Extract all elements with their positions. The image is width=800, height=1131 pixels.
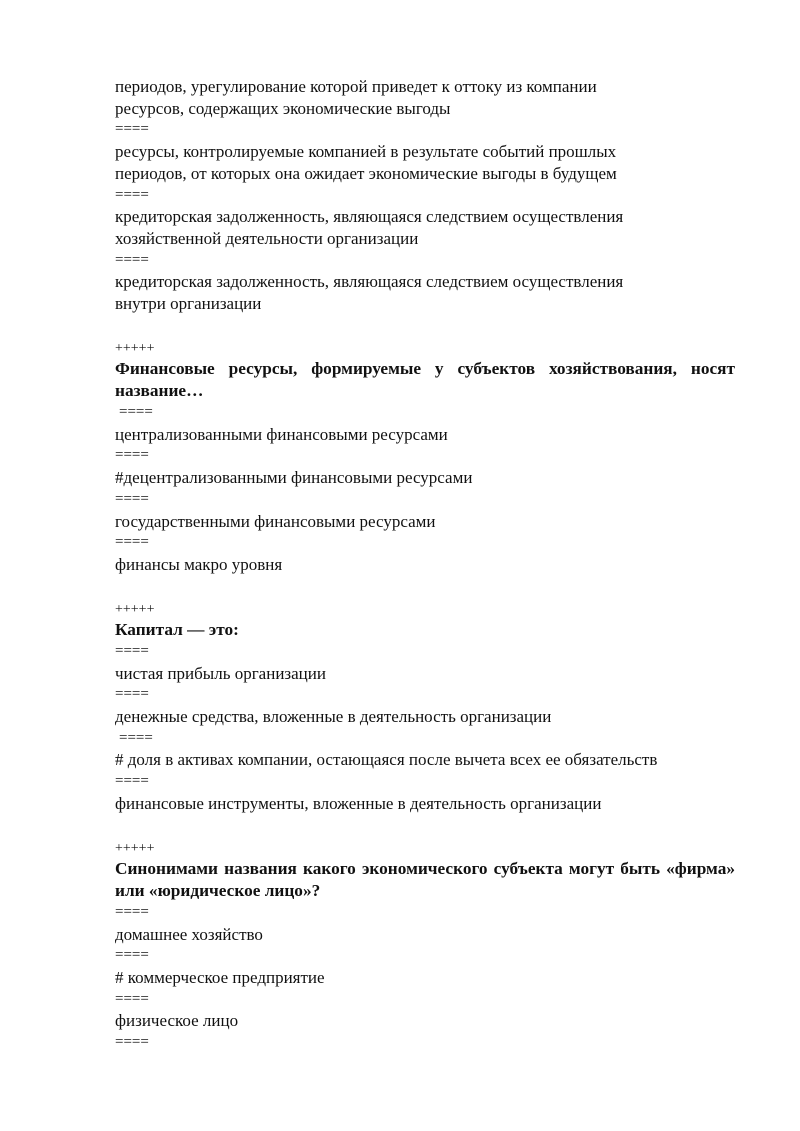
answer-option: централизованными финансовыми ресурсами — [115, 424, 448, 444]
separator: ==== — [115, 121, 149, 138]
answer-option: физическое лицо — [115, 1011, 239, 1031]
answer-option — [115, 76, 735, 119]
spacer — [115, 576, 735, 598]
answer-option: денежные средства, вложенные в деятельность организации — [115, 707, 552, 727]
answer-option: финансы макро уровня — [115, 554, 283, 574]
question-text: Финансовые ресурсы, формируемые у субъектов хозяйствования, носят название… — [115, 359, 735, 401]
answer-option — [115, 206, 735, 249]
separator: ==== — [115, 447, 149, 464]
separator: ==== — [115, 643, 149, 659]
question-marker: +++++ — [115, 841, 155, 857]
answer-option: чистая прибыль организации — [115, 663, 326, 683]
separator: ==== — [115, 903, 149, 920]
separator: ==== — [119, 729, 153, 746]
answer-option-correct: #децентрализованными финансовыми ресурсами — [115, 468, 473, 488]
answer-option: государственными финансовыми ресурсами — [115, 511, 436, 531]
answer-option — [115, 141, 735, 184]
answer-option — [115, 271, 735, 314]
answer-text: периодов, от которых она ожидает экономические выгоды в будущем — [115, 163, 617, 183]
document-page — [115, 76, 735, 1054]
spacer — [115, 815, 735, 837]
separator: ==== — [115, 534, 149, 551]
separator: ==== — [115, 686, 149, 703]
spacer — [115, 315, 735, 337]
separator: ==== — [115, 186, 149, 203]
question-text: Капитал — это: — [115, 620, 239, 639]
answer-text: ресурсы, контролируемые компанией в результате событий прошлых — [115, 142, 617, 162]
answer-text: кредиторская задолженность, являющаяся следствием осуществления — [115, 207, 624, 227]
answer-option-correct: # коммерческое предприятие — [115, 968, 325, 988]
answer-text: хозяйственной деятельности организации — [115, 228, 419, 248]
question-marker: +++++ — [115, 341, 155, 357]
answer-option: домашнее хозяйство — [115, 924, 263, 944]
separator: ==== — [115, 990, 149, 1007]
separator: ==== — [115, 490, 149, 507]
separator: ==== — [115, 773, 149, 790]
question-marker: +++++ — [115, 602, 155, 618]
separator: ==== — [119, 404, 153, 421]
answer-text: периодов, урегулирование которой приведет к оттоку из компании — [115, 77, 597, 96]
answer-option-correct: # доля в активах компании, остающаяся после вычета всех ее обязательств — [115, 750, 658, 770]
answer-text: кредиторская задолженность, являющаяся следствием осуществления — [115, 272, 624, 292]
answer-text: внутри организации — [115, 293, 262, 313]
separator: ==== — [115, 1034, 149, 1051]
question-text: Синонимами названия какого экономического субъекта могут быть «фирма» или «юридическое лицо»? — [115, 858, 735, 900]
separator: ==== — [115, 251, 149, 268]
answer-text: ресурсов, содержащих экономические выгоды — [115, 98, 451, 118]
answer-option: финансовые инструменты, вложенные в деятельность организации — [115, 793, 602, 813]
separator: ==== — [115, 947, 149, 964]
